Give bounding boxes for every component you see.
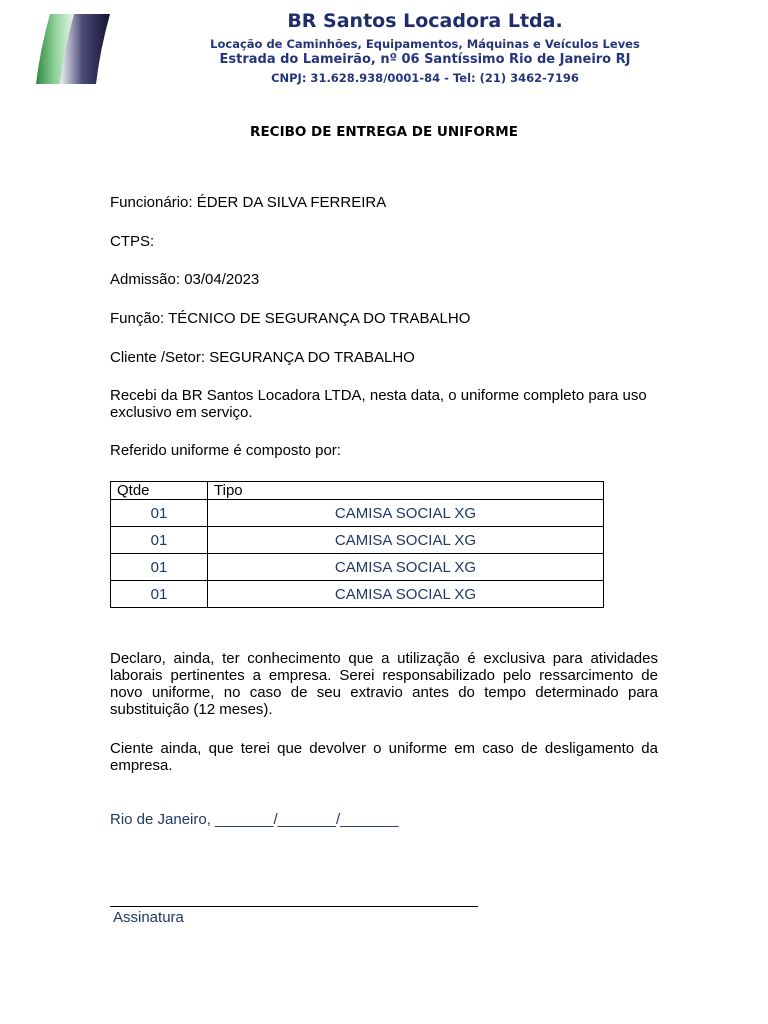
cell-tipo: CAMISA SOCIAL XG [208, 500, 604, 527]
job-role: Função: TÉCNICO DE SEGURANÇA DO TRABALHO [110, 310, 471, 327]
header-qtde: Qtde [111, 482, 208, 500]
header-tipo: Tipo [208, 482, 604, 500]
company-logo [34, 10, 112, 88]
company-address: Estrada do Lameirão, nº 06 Santíssimo Rio de Janeiro RJ [219, 52, 631, 67]
cell-tipo: CAMISA SOCIAL XG [208, 554, 604, 581]
table-row [111, 581, 604, 608]
document-title: RECIBO DE ENTREGA DE UNIFORME [250, 124, 518, 140]
company-name: BR Santos Locadora Ltda. [287, 10, 563, 32]
company-contact: CNPJ: 31.628.938/0001-84 - Tel: (21) 3462-7196 [271, 71, 579, 85]
cell-qtde: 01 [111, 581, 208, 608]
company-tagline: Locação de Caminhões, Equipamentos, Máquinas e Veículos Leves [210, 37, 640, 51]
table-row [111, 500, 604, 527]
cell-tipo: CAMISA SOCIAL XG [208, 581, 604, 608]
cell-qtde: 01 [111, 500, 208, 527]
client-sector: Cliente /Setor: SEGURANÇA DO TRABALHO [110, 349, 415, 366]
table-row [111, 554, 604, 581]
cell-qtde: 01 [111, 554, 208, 581]
composition-label: Referido uniforme é composto por: [110, 442, 341, 459]
acknowledgement-paragraph: Ciente ainda, que terei que devolver o uniforme em caso de desligamento da empresa. [110, 740, 658, 774]
signature-label: Assinatura [113, 909, 184, 926]
cell-qtde: 01 [111, 527, 208, 554]
table-header-row [111, 482, 604, 500]
signature-line [110, 906, 478, 907]
declaration-paragraph: Declaro, ainda, ter conhecimento que a utilização é exclusiva para atividades laborais pertinentes a empresa. Serei responsabilizado pelo ressarcimento de novo uniforme, no caso de seu extravio antes do tempo determinado para substituição (12 meses). [110, 650, 658, 718]
ctps-field: CTPS: [110, 233, 155, 250]
receipt-statement: Recebi da BR Santos Locadora LTDA, nesta data, o uniforme completo para uso exclusivo em serviço. [110, 387, 647, 421]
table-row [111, 527, 604, 554]
place-date-line: Rio de Janeiro, _______/_______/_______ [110, 811, 399, 828]
cell-tipo: CAMISA SOCIAL XG [208, 527, 604, 554]
admission-date: Admissão: 03/04/2023 [110, 271, 260, 288]
uniform-table [110, 481, 604, 608]
employee-name: Funcionário: ÉDER DA SILVA FERREIRA [110, 194, 387, 211]
